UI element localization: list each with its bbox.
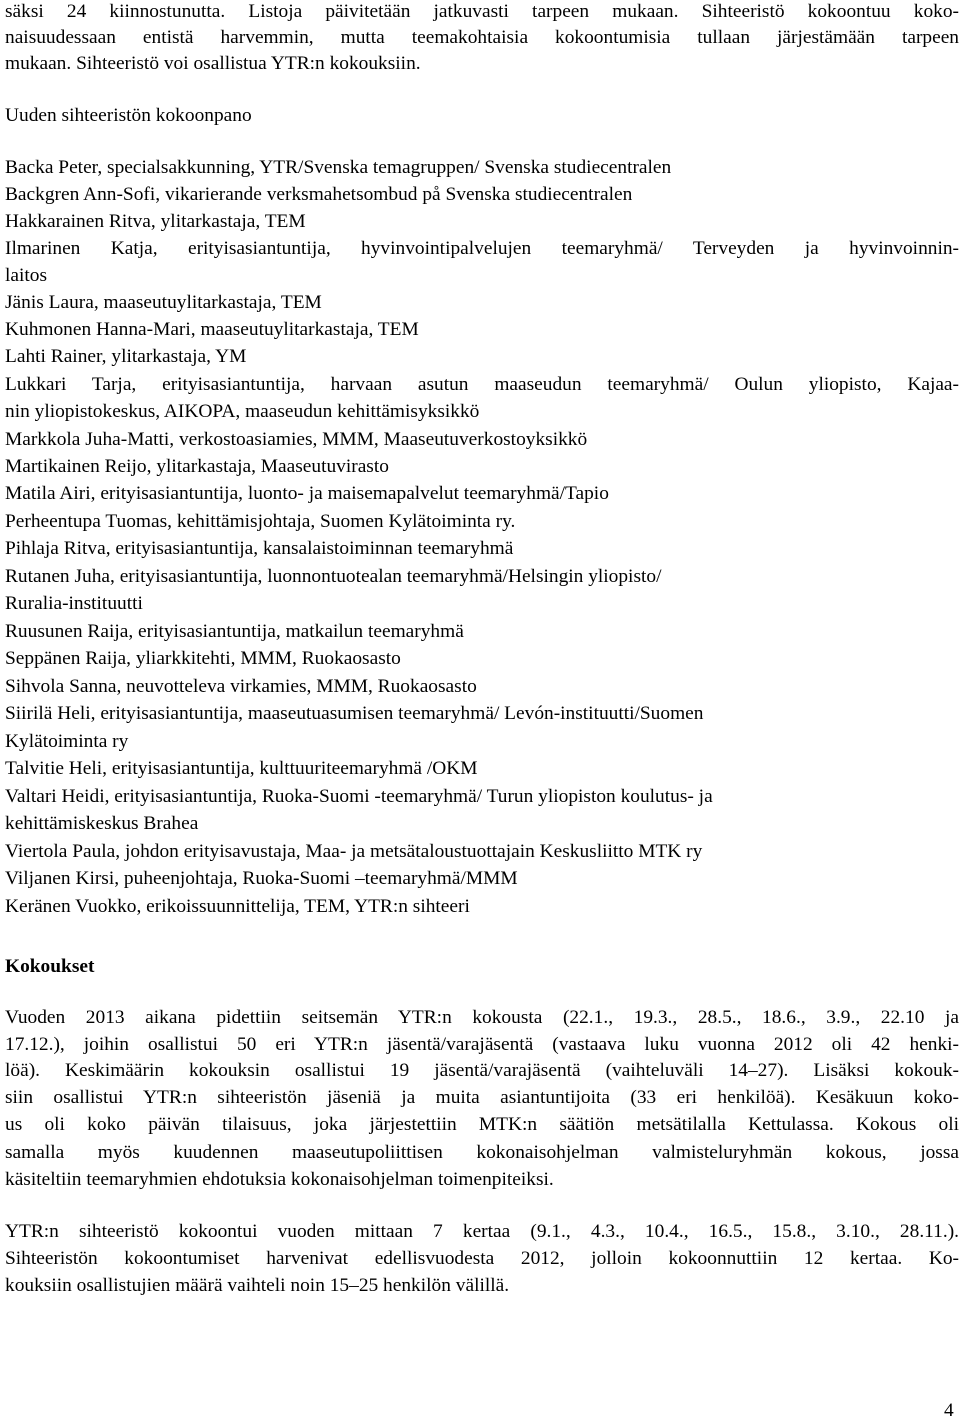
member-line: nin yliopistokeskus, AIKOPA, maaseudun kehittämisyksikkö (5, 401, 480, 422)
member-line: Perheentupa Tuomas, kehittämisjohtaja, Suomen Kylätoiminta ry. (5, 511, 516, 532)
member-line: Lukkari Tarja, erityisasiantuntija, harvaan asutun maaseudun teemaryhmä/ Oulun yliopisto, Kajaa- (5, 374, 959, 395)
member-line: kehittämiskeskus Brahea (5, 813, 199, 834)
meetings-paragraph-2-line: Sihteeristön kokoontumiset harvenivat edellisvuodesta 2012, jolloin kokoonnuttiin 12 kertaa. Ko- (5, 1248, 959, 1269)
meetings-paragraph-1-line: käsiteltiin teemaryhmien ehdotuksia kokonaisohjelman toimenpiteiksi. (5, 1169, 554, 1190)
member-line: Backa Peter, specialsakkunning, YTR/Svenska temagruppen/ Svenska studiecentralen (5, 157, 672, 178)
member-line: Seppänen Raija, yliarkkitehti, MMM, Ruokaosasto (5, 648, 401, 669)
member-line: Backgren Ann-Sofi, vikarierande verksmahetsombud på Svenska studiecentralen (5, 184, 633, 205)
member-line: Ilmarinen Katja, erityisasiantuntija, hyvinvointipalvelujen teemaryhmä/ Terveyden ja hyvinvoinnin- (5, 238, 959, 259)
meetings-paragraph-1-line: 17.12.), joihin osallistui 50 eri YTR:n jäsentä/varajäsentä (vastaava luku vuonna 2012 oli 42 henki- (5, 1034, 959, 1055)
member-line: Jänis Laura, maaseutuylitarkastaja, TEM (5, 292, 322, 313)
member-line: Valtari Heidi, erityisasiantuntija, Ruoka-Suomi -teemaryhmä/ Turun yliopiston koulutus- ja (5, 786, 713, 807)
member-line: Sihvola Sanna, neuvotteleva virkamies, MMM, Ruokaosasto (5, 676, 477, 697)
member-line: Kylätoiminta ry (5, 731, 129, 752)
composition-heading: Uuden sihteeristön kokoonpano (5, 105, 252, 126)
member-line: Siirilä Heli, erityisasiantuntija, maaseutuasumisen teemaryhmä/ Levón-instituutti/Suomen (5, 703, 704, 724)
meetings-paragraph-2-line: kouksiin osallistujien määrä vaihteli noin 15–25 henkilön välillä. (5, 1275, 510, 1296)
member-line: Markkola Juha-Matti, verkostoasiamies, MMM, Maaseutuverkostoyksikkö (5, 429, 588, 450)
member-line: Rutanen Juha, erityisasiantuntija, luonnontuotealan teemaryhmä/Helsingin yliopisto/ (5, 566, 662, 587)
meetings-paragraph-1-line: samalla myös kuudennen maaseutupoliittisen kokonaisohjelman valmisteluryhmän kokous, jossa (5, 1142, 959, 1163)
meetings-paragraph-1-line: löä). Keskimäärin kokouksin osallistui 19 jäsentä/varajäsentä (vaihteluväli 14–27). Lisäksi kokouk- (5, 1060, 959, 1081)
member-line: Ruusunen Raija, erityisasiantuntija, matkailun teemaryhmä (5, 621, 464, 642)
member-line: Matila Airi, erityisasiantuntija, luonto- ja maisemapalvelut teemaryhmä/Tapio (5, 483, 609, 504)
intro-line-1: säksi 24 kiinnostunutta. Listoja päivitetään jatkuvasti tarpeen mukaan. Sihteeristö kokoontuu koko- (5, 1, 959, 22)
member-line: Ruralia-instituutti (5, 593, 143, 614)
meetings-paragraph-1-line: Vuoden 2013 aikana pidettiin seitsemän YTR:n kokousta (22.1., 19.3., 28.5., 18.6., 3.9., 22.10 ja (5, 1007, 959, 1028)
member-line: Talvitie Heli, erityisasiantuntija, kulttuuriteemaryhmä /OKM (5, 758, 478, 779)
member-line: Keränen Vuokko, erikoissuunnittelija, TEM, YTR:n sihteeri (5, 896, 470, 917)
member-line: Viertola Paula, johdon erityisavustaja, Maa- ja metsätaloustuottajain Keskusliitto MTK ry (5, 841, 703, 862)
member-line: Viljanen Kirsi, puheenjohtaja, Ruoka-Suomi –teemaryhmä/MMM (5, 868, 518, 889)
meetings-heading: Kokoukset (5, 956, 95, 977)
member-line: Lahti Rainer, ylitarkastaja, YM (5, 346, 247, 367)
intro-line-2: naisuudessaan entistä harvemmin, mutta teemakohtaisia kokoontumisia tullaan järjestämään tarpeen (5, 27, 959, 48)
member-line: laitos (5, 265, 48, 286)
meetings-paragraph-2-line: YTR:n sihteeristö kokoontui vuoden mittaan 7 kertaa (9.1., 4.3., 10.4., 16.5., 15.8., 3.10., 28.11.). (5, 1221, 959, 1242)
meetings-paragraph-1-line: siin osallistui YTR:n sihteeristön jäseniä ja muita asiantuntijoita (33 eri henkilöä). Kesäkuun koko- (5, 1087, 959, 1108)
meetings-paragraph-1-line: us oli koko päivän tilaisuus, joka järjestettiin MTK:n säätiön metsätilalla Kettulassa. Kokous oli (5, 1114, 959, 1135)
member-line: Hakkarainen Ritva, ylitarkastaja, TEM (5, 211, 306, 232)
member-line: Martikainen Reijo, ylitarkastaja, Maaseutuvirasto (5, 456, 389, 477)
member-line: Pihlaja Ritva, erityisasiantuntija, kansalaistoiminnan teemaryhmä (5, 538, 514, 559)
page-number: 4 (944, 1400, 954, 1421)
intro-line-3: mukaan. Sihteeristö voi osallistua YTR:n kokouksiin. (5, 53, 421, 74)
member-line: Kuhmonen Hanna-Mari, maaseutuylitarkastaja, TEM (5, 319, 419, 340)
